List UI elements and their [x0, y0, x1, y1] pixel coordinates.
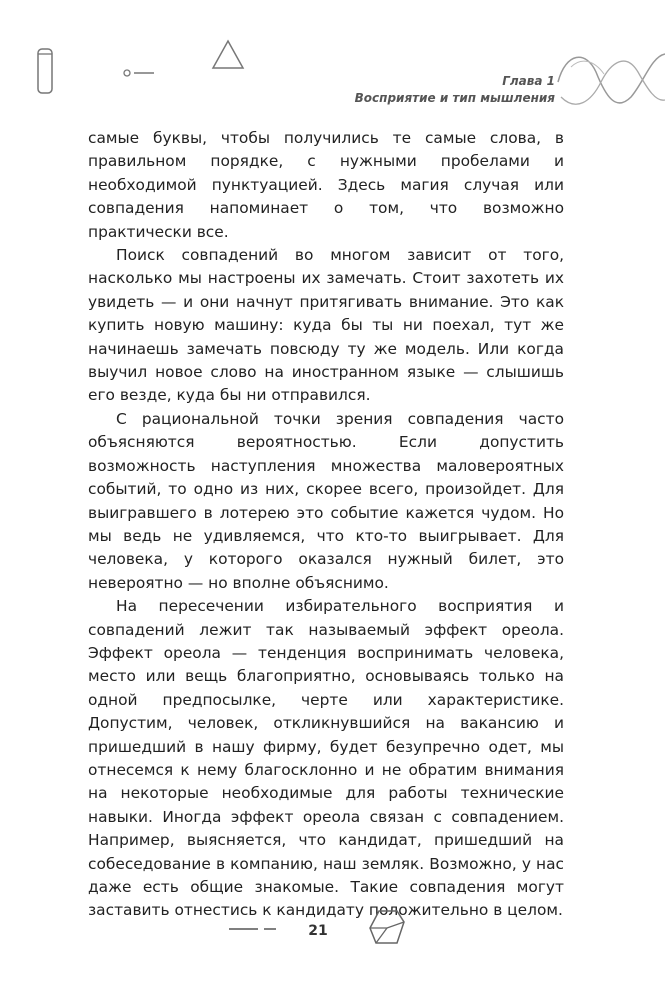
cylinder-icon	[34, 46, 56, 96]
dot-line-icon	[122, 66, 156, 80]
body-text	[88, 127, 564, 923]
page-number: 21	[308, 923, 328, 939]
paragraph: С рациональной точки зрения совпадения часто объясняются вероятностью. Если допустить возможность наступления множества маловероятных событий, то одно из них, скорее всего, произойдет. Для выигравшего в лотерею это событие кажется чудом. Но мы ведь не удивляемся, что кто-то выигрывает. Для человека, у которого оказался нужный билет, это невероятно — но вполне объяснимо.	[88, 409, 564, 592]
footer-dash-icon	[228, 926, 278, 932]
paragraph: самые буквы, чтобы получились те самые слова, в правильном порядке, с нужными пробелами и необходимой пунктуацией. Здесь магия случая или совпадения напоминает о том, что возможно практически все.	[88, 129, 564, 241]
paragraph: На пересечении избирательного восприятия и совпадений лежит так называемый эффект ореола. Эффект ореола — тенденция воспринимать человека, место или вещь благоприятно, основываясь только на одной предпосылке, черте или характеристике. Допустим, человек, откликнувшийся на вакансию и пришедший в нашу фирму, будет безупречно одет, мы отнесемся к нему благосклонно и не обратим внимания на некоторые необходимые для работы технические навыки. Иногда эффект ореола связан с совпадением. Например, выясняется, что кандидат, пришедший на собеседование в компанию, наш земляк. Возможно, у нас даже есть общие знакомые. Такие совпадения могут заставить отнестись к кандидату положительно в целом.	[88, 597, 564, 920]
paragraph: Поиск совпадений во многом зависит от того, насколько мы настроены их замечать. Стоит захотеть их увидеть — и они начнут притягивать внимание. Это как купить новую машину: куда бы ты ни поехал, тут же начинаешь замечать повсюду ту же модель. Или когда выучил новое слово на иностранном языке — слышишь его везде, куда бы ни отправился.	[88, 246, 564, 405]
running-header	[355, 73, 555, 107]
triangle-icon	[210, 38, 246, 72]
chapter-title: Восприятие и тип мышления	[354, 91, 555, 105]
chapter-label: Глава 1	[502, 74, 555, 88]
wave-scribble-icon	[556, 42, 665, 122]
cube-icon	[367, 908, 407, 946]
